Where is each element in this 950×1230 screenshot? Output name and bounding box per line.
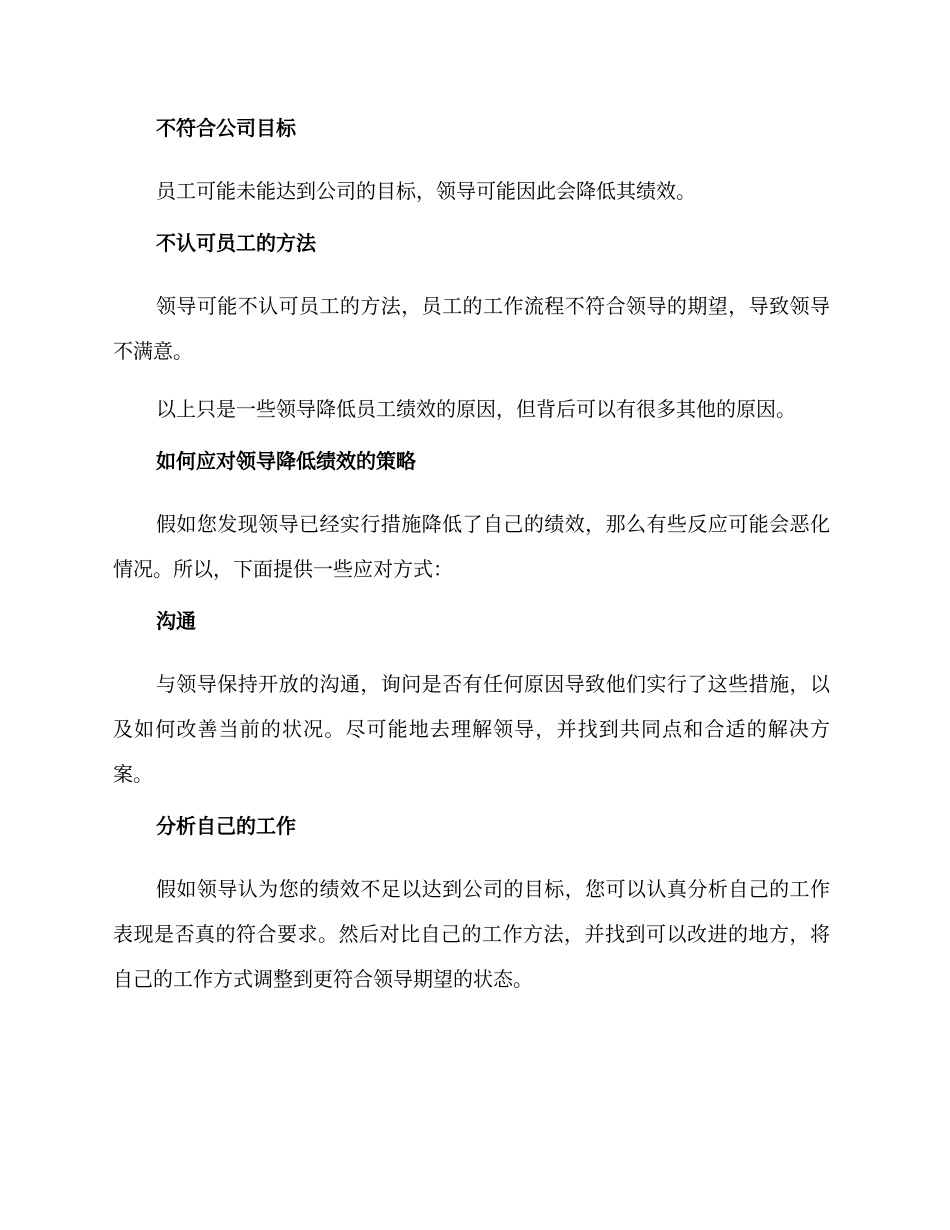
paragraph-disapproved-methods: 领导可能不认可员工的方法，员工的工作流程不符合领导的期望，导致领导不满意。: [113, 294, 830, 363]
section-heading-coping-strategies: 如何应对领导降低绩效的策略: [156, 449, 416, 473]
document-body: [113, 112, 830, 1015]
paragraph-analyze-work: 假如领导认为您的绩效不足以达到公司的目标，您可以认真分析自己的工作表现是否真的符合要求。然后对比自己的工作方法，并找到可以改进的地方，将自己的工作方式调整到更符合领导期望的状态。: [113, 877, 830, 991]
section-heading-analyze-work: 分析自己的工作: [156, 814, 296, 838]
paragraph-not-meeting-goals: 员工可能未能达到公司的目标，领导可能因此会降低其绩效。: [156, 179, 696, 203]
paragraph-coping-intro: 假如您发现领导已经实行措施降低了自己的绩效，那么有些反应可能会恶化情况。所以，下面提供一些应对方式：: [113, 512, 830, 581]
section-heading-communication: 沟通: [156, 609, 196, 633]
paragraph-communication: 与领导保持开放的沟通，询问是否有任何原因导致他们实行了这些措施，以及如何改善当前的状况。尽可能地去理解领导，并找到共同点和合适的解决方案。: [113, 672, 830, 786]
section-heading-not-meeting-goals: 不符合公司目标: [156, 116, 296, 140]
paragraph-other-reasons: 以上只是一些领导降低员工绩效的原因，但背后可以有很多其他的原因。: [156, 397, 796, 421]
section-heading-disapproved-methods: 不认可员工的方法: [156, 231, 316, 255]
